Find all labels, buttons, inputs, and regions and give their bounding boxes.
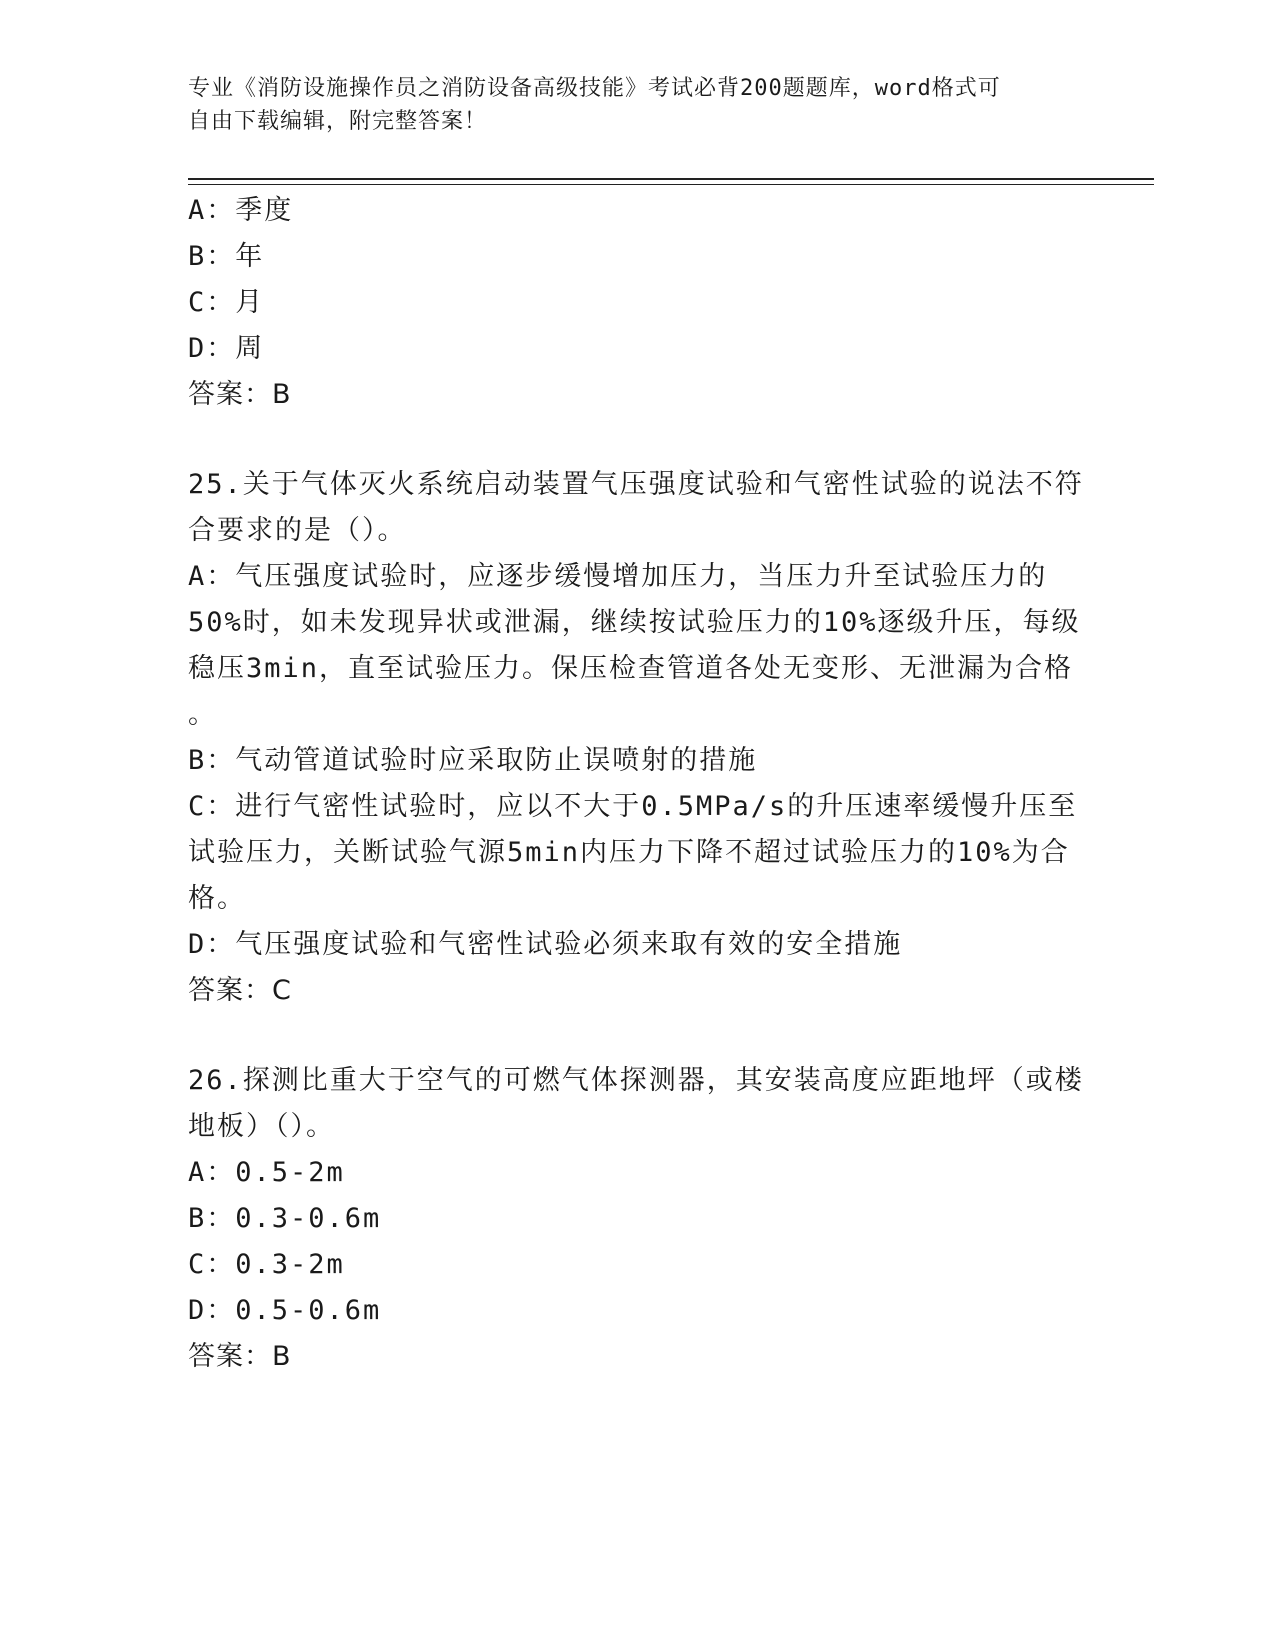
q25-option-a-line-1: A：气压强度试验时，应逐步缓慢增加压力，当压力升至试验压力的: [188, 561, 1048, 592]
header-title-line-2: 自由下载编辑，附完整答案！: [188, 109, 488, 134]
q25-option-c-line-2: 试验压力，关断试验气源5min内压力下降不超过试验压力的10%为合: [188, 837, 1070, 868]
document-header: [188, 72, 1088, 138]
q24-option-c: C：月: [188, 287, 265, 318]
header-title-line-1: 专业《消防设施操作员之消防设备高级技能》考试必背200题题库，word格式可: [188, 76, 1001, 101]
q25-stem-line-1: 25.关于气体灭火系统启动装置气压强度试验和气密性试验的说法不符: [188, 469, 1084, 500]
question-24-block: [188, 188, 1088, 418]
header-divider-thick: [188, 178, 1154, 180]
q26-stem-line-1: 26.探测比重大于空气的可燃气体探测器，其安装高度应距地坪（或楼: [188, 1065, 1084, 1096]
q26-option-d: D：0.5-0.6m: [188, 1295, 382, 1326]
q25-option-b: B：气动管道试验时应采取防止误喷射的措施: [188, 745, 758, 776]
q26-answer: 答案：B: [188, 1341, 292, 1372]
header-divider-thin: [188, 184, 1154, 185]
q25-option-a-line-4: 。: [188, 699, 217, 730]
q25-option-a-line-3: 稳压3min，直至试验压力。保压检查管道各处无变形、无泄漏为合格: [188, 653, 1074, 684]
q25-option-c-line-3: 格。: [188, 883, 246, 914]
q26-option-b: B：0.3-0.6m: [188, 1203, 382, 1234]
q25-answer: 答案：C: [188, 975, 292, 1006]
q26-option-a: A：0.5-2m: [188, 1157, 345, 1188]
document-body: [188, 188, 1088, 1380]
q25-stem-line-2: 合要求的是（）。: [188, 515, 407, 546]
question-26-block: [188, 1058, 1088, 1380]
q26-option-c: C：0.3-2m: [188, 1249, 345, 1280]
q24-answer: 答案：B: [188, 379, 292, 410]
q26-stem-line-2: 地板）（）。: [188, 1111, 335, 1142]
q24-option-d: D：周: [188, 333, 265, 364]
question-25-block: [188, 462, 1088, 1014]
q24-option-b: B：年: [188, 241, 265, 272]
q25-option-d: D：气压强度试验和气密性试验必须来取有效的安全措施: [188, 929, 903, 960]
q24-option-a: A：季度: [188, 195, 294, 226]
q25-option-c-line-1: C：进行气密性试验时，应以不大于0.5MPa/s的升压速率缓慢升压至: [188, 791, 1078, 822]
q25-option-a-line-2: 50%时，如未发现异状或泄漏，继续按试验压力的10%逐级升压，每级: [188, 607, 1081, 638]
